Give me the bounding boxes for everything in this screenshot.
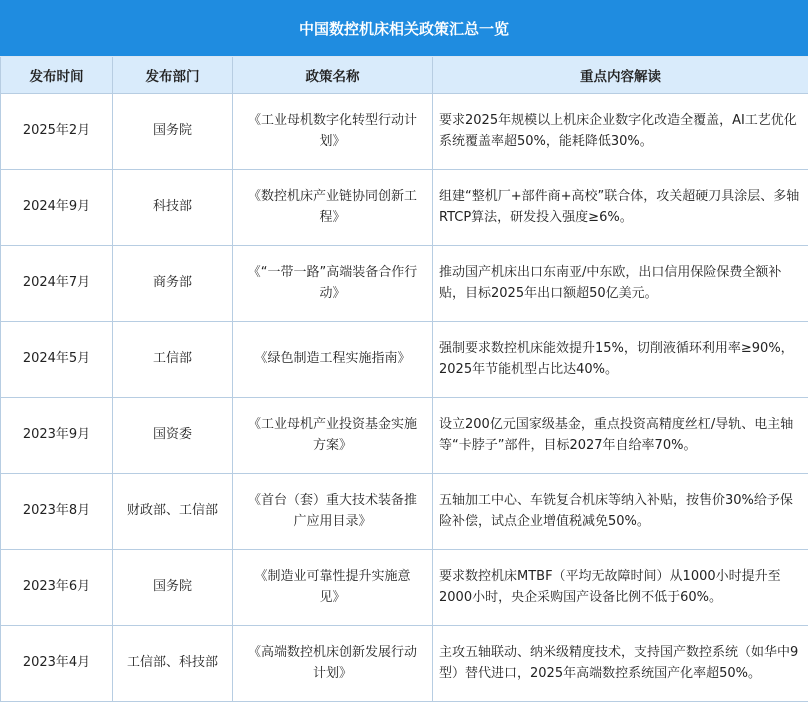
cell-date: 2024年5月 [1,322,113,397]
header-dept: 发布部门 [113,57,233,93]
cell-policy-name: 《数控机床产业链协同创新工程》 [233,170,433,245]
cell-dept: 财政部、工信部 [113,474,233,549]
cell-date: 2025年2月 [1,94,113,169]
table-row [1,474,808,550]
cell-policy-name: 《工业母机产业投资基金实施方案》 [233,398,433,473]
table-row [1,94,808,170]
cell-policy-name: 《制造业可靠性提升实施意见》 [233,550,433,625]
header-policy-name: 政策名称 [233,57,433,93]
cell-key-content: 设立200亿元国家级基金，重点投资高精度丝杠/导轨、电主轴等“卡脖子”部件，目标2027年自给率70%。 [433,398,808,473]
table-row [1,322,808,398]
cell-dept: 工信部、科技部 [113,626,233,701]
cell-date: 2024年7月 [1,246,113,321]
cell-policy-name: 《绿色制造工程实施指南》 [233,322,433,397]
cell-date: 2023年4月 [1,626,113,701]
table-row [1,170,808,246]
cell-dept: 工信部 [113,322,233,397]
cell-dept: 商务部 [113,246,233,321]
table-row [1,626,808,702]
policy-table [0,57,808,702]
cell-policy-name: 《“一带一路”高端装备合作行动》 [233,246,433,321]
header-date: 发布时间 [1,57,113,93]
cell-key-content: 要求2025年规模以上机床企业数字化改造全覆盖，AI工艺优化系统覆盖率超50%，能耗降低30%。 [433,94,808,169]
cell-policy-name: 《首台（套）重大技术装备推广应用目录》 [233,474,433,549]
table-row [1,246,808,322]
cell-key-content: 强制要求数控机床能效提升15%，切削液循环利用率≥90%，2025年节能机型占比达40%。 [433,322,808,397]
cell-date: 2023年8月 [1,474,113,549]
cell-key-content: 推动国产机床出口东南亚/中东欧，出口信用保险保费全额补贴，目标2025年出口额超50亿美元。 [433,246,808,321]
table-header-row [1,57,808,94]
cell-date: 2023年6月 [1,550,113,625]
header-key-content: 重点内容解读 [433,57,808,93]
cell-dept: 国务院 [113,94,233,169]
cell-policy-name: 《工业母机数字化转型行动计划》 [233,94,433,169]
cell-key-content: 组建“整机厂+部件商+高校”联合体，攻关超硬刀具涂层、多轴RTCP算法，研发投入强度≥6%。 [433,170,808,245]
table-row [1,550,808,626]
cell-dept: 科技部 [113,170,233,245]
table-title: 中国数控机床相关政策汇总一览 [0,0,808,57]
table-row [1,398,808,474]
cell-dept: 国务院 [113,550,233,625]
cell-key-content: 主攻五轴联动、纳米级精度技术，支持国产数控系统（如华中9型）替代进口，2025年高端数控系统国产化率超50%。 [433,626,808,701]
cell-date: 2023年9月 [1,398,113,473]
cell-key-content: 要求数控机床MTBF（平均无故障时间）从1000小时提升至2000小时，央企采购国产设备比例不低于60%。 [433,550,808,625]
cell-date: 2024年9月 [1,170,113,245]
cell-policy-name: 《高端数控机床创新发展行动计划》 [233,626,433,701]
cell-dept: 国资委 [113,398,233,473]
cell-key-content: 五轴加工中心、车铣复合机床等纳入补贴，按售价30%给予保险补偿，试点企业增值税减免50%。 [433,474,808,549]
